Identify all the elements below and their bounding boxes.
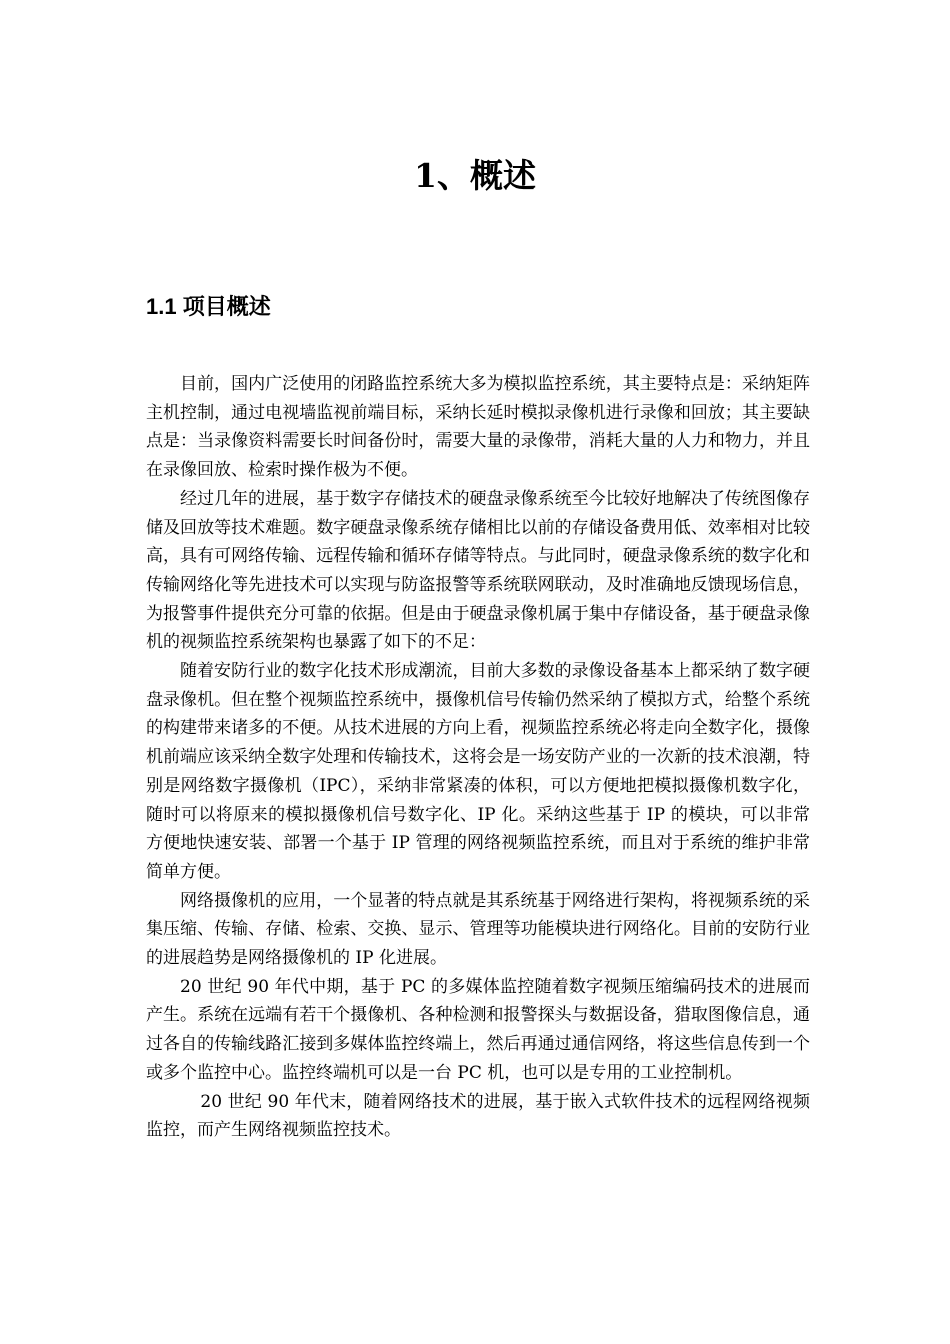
paragraph-digitalization-trend: 随着安防行业的数字化技术形成潮流，目前大多数的录像设备基本上都采纳了数字硬盘录像机。但在整个视频监控系统中，摄像机信号传输仍然采纳了模拟方式，给整个系统的构建带来诸多的不便。从技术进展的方向上看，视频监控系统必将走向全数字化，摄像机前端应该采纳全数字处理和传输技术，这将会是一场安防产业的一次新的技术浪潮，特别是网络数字摄像机（IPC），采纳非常紧凑的体积，可以方便地把模拟摄像机数字化，随时可以将原来的模拟摄像机信号数字化、IP 化。采纳这些基于 IP 的模块，可以非常方便地快速安装、部署一个基于 IP 管理的网络视频监控系统，而且对于系统的维护非常简单方便。 <box>146 661 810 882</box>
paragraph-network-camera: 网络摄像机的应用，一个显著的特点就是其系统基于网络进行架构，将视频系统的采集压缩、传输、存储、检索、交换、显示、管理等功能模块进行网络化。目前的安防行业的进展趋势是网络摄像机的 IP 化进展。 <box>146 890 810 969</box>
paragraph-pc-multimedia: 20 世纪 90 年代中期，基于 PC 的多媒体监控随着数字视频压缩编码技术的进展而产生。系统在远端有若干个摄像机、各种检测和报警探头与数据设备，猎取图像信息，通过各自的传输线路汇接到多媒体监控终端上，然后再通过通信网络，将这些信息传到一个或多个监控中心。监控终端机可以是一台 PC 机，也可以是专用的工业控制机。 <box>146 976 810 1083</box>
chapter-title: 1、概述 <box>414 156 536 195</box>
paragraph-analog-monitoring: 目前，国内广泛使用的闭路监控系统大多为模拟监控系统，其主要特点是：采纳矩阵主机控制，通过电视墙监视前端目标，采纳长延时模拟录像机进行录像和回放；其主要缺点是：当录像资料需要长时间备份时，需要大量的录像带，消耗大量的人力和物力，并且在录像回放、检索时操作极为不便。 <box>146 374 810 481</box>
section-title: 1.1 项目概述 <box>146 294 271 319</box>
paragraph-digital-recording: 经过几年的进展，基于数字存储技术的硬盘录像系统至今比较好地解决了传统图像存储及回放等技术难题。数字硬盘录像系统存储相比以前的存储设备费用低、效率相对比较高，具有可网络传输、远程传输和循环存储等特点。与此同时，硬盘录像系统的数字化和传输网络化等先进技术可以实现与防盗报警等系统联网联动，及时准确地反馈现场信息，为报警事件提供充分可靠的依据。但是由于硬盘录像机属于集中存储设备，基于硬盘录像机的视频监控系统架构也暴露了如下的不足： <box>146 488 810 653</box>
paragraph-network-video: 20 世纪 90 年代末，随着网络技术的进展，基于嵌入式软件技术的远程网络视频监控，而产生网络视频监控技术。 <box>146 1091 810 1141</box>
section-body <box>146 370 810 1145</box>
